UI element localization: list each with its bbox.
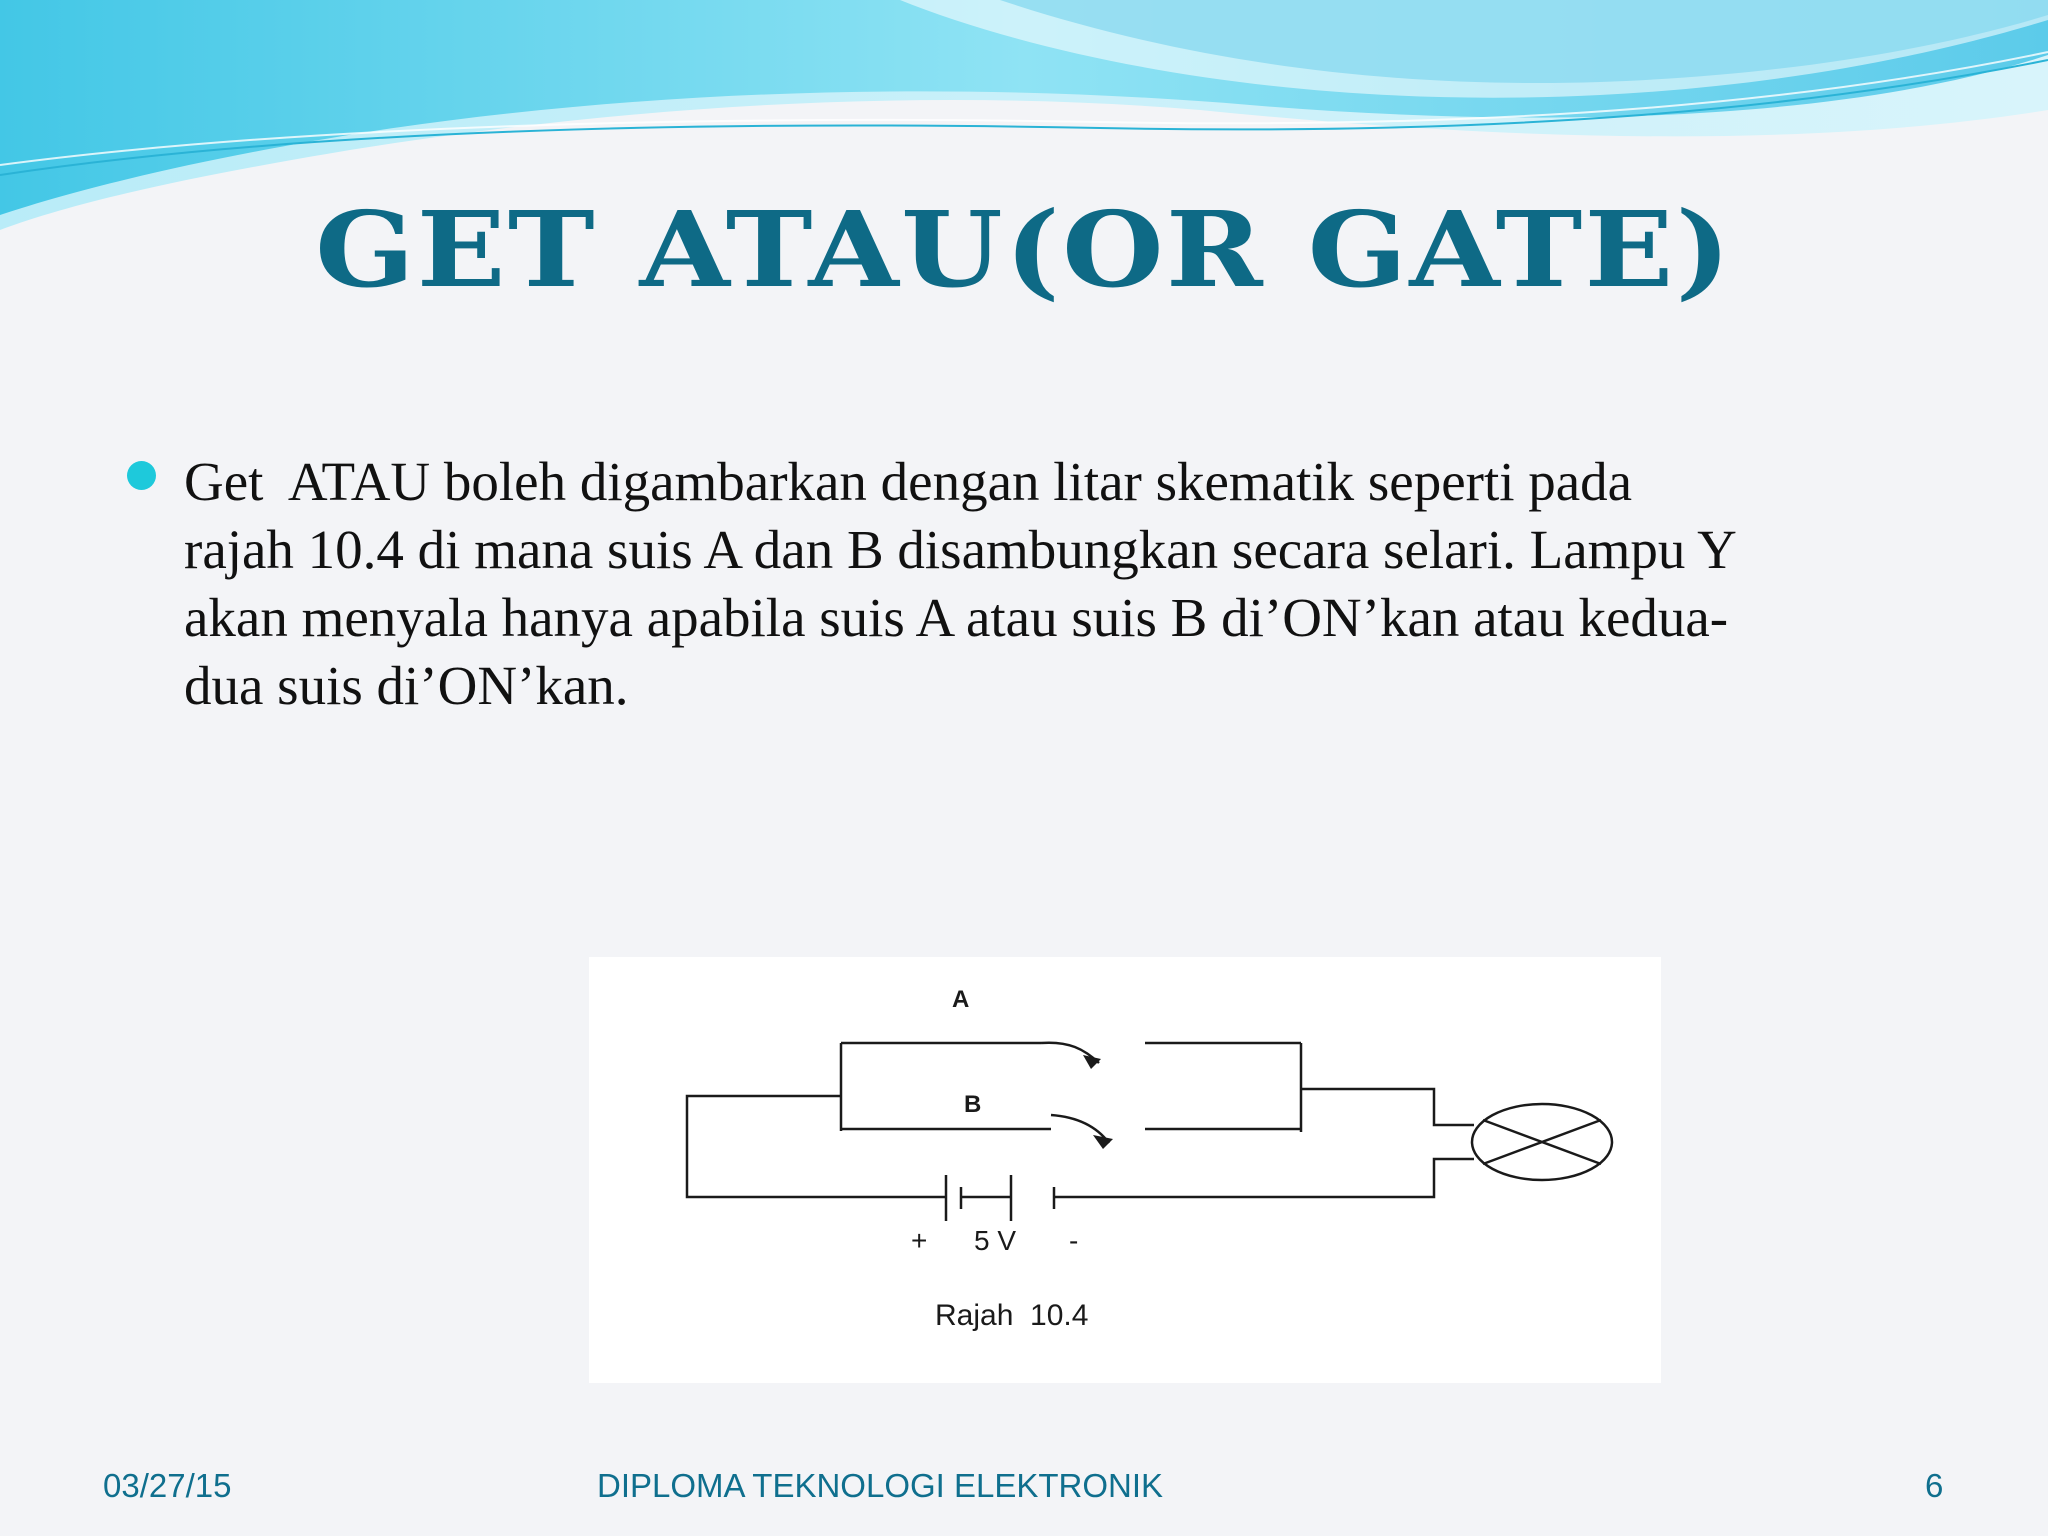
switch-a-label: A — [952, 986, 970, 1013]
footer-page-number: 6 — [1925, 1467, 1944, 1504]
footer-center-text: DIPLOMA TEKNOLOGI ELEKTRONIK — [597, 1467, 1164, 1504]
wire-left-loop — [687, 1096, 946, 1197]
bullet-paragraph: Get ATAU boleh digambarkan dengan litar skematik seperti pada rajah 10.4 di mana suis A dan B disambungkan secara selari. Lampu Y akan menyala hanya apabila suis A atau suis B di’ON’kan atau kedua- dua suis di’ON’kan. — [184, 451, 1737, 716]
switch-b-arrow — [1093, 1135, 1113, 1149]
bullet-icon — [127, 461, 156, 490]
switch-b-label: B — [964, 1091, 982, 1118]
battery-plus-label: + — [911, 1225, 928, 1256]
battery-minus-label: - — [1069, 1225, 1079, 1256]
footer-date: 03/27/15 — [103, 1467, 232, 1504]
wire-lamp-bottom — [1054, 1159, 1474, 1197]
battery-voltage-label: 5 V — [974, 1225, 1017, 1256]
lamp-cross — [1483, 1120, 1601, 1164]
figure-caption: Rajah 10.4 — [935, 1299, 1089, 1332]
wire-lamp-top — [1301, 1089, 1474, 1125]
slide-title: GET ATAU(OR GATE) — [315, 188, 1733, 311]
circuit-figure — [589, 957, 1661, 1383]
or-gate-circuit-diagram — [589, 957, 1661, 1383]
